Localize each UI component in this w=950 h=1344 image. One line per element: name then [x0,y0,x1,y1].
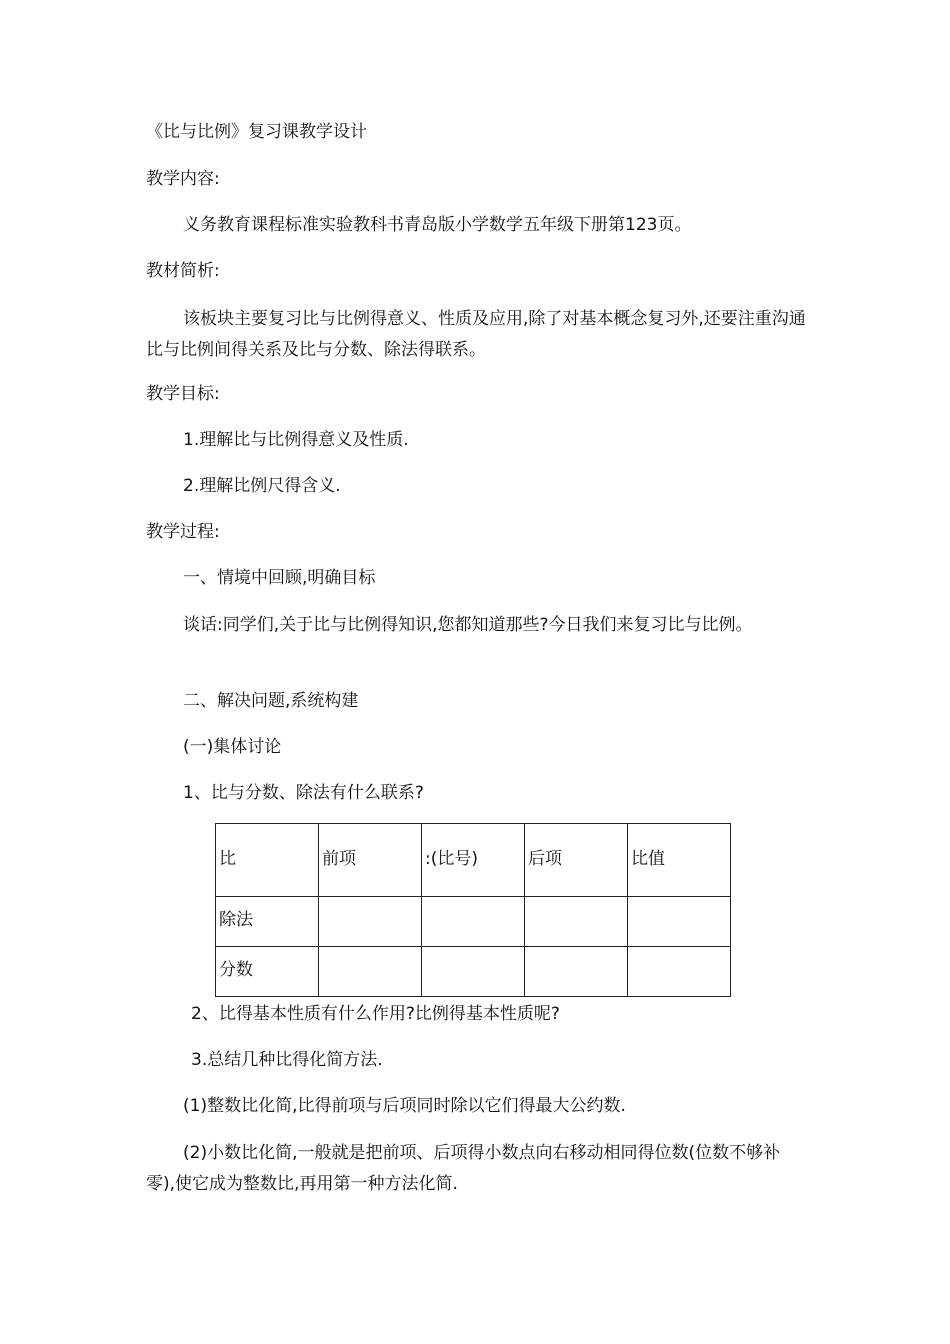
comparison-table [215,823,731,997]
table-cell: 除法 [216,897,319,947]
question-1: 1、比与分数、除法有什么联系? [183,783,424,803]
table-cell [319,947,422,997]
table-row [216,947,731,997]
table-cell: 后项 [525,824,628,897]
goal-2: 2.理解比例尺得含义. [183,476,341,496]
table-cell: :(比号) [422,824,525,897]
table-cell [422,947,525,997]
method-1: (1)整数比化简,比得前项与后项同时除以它们得最大公约数. [183,1096,626,1116]
table-cell [319,897,422,947]
table-cell: 比 [216,824,319,897]
content-text: 义务教育课程标准实验教科书青岛版小学数学五年级下册第123页。 [183,215,692,235]
table-cell [525,897,628,947]
goal-1: 1.理解比与比例得意义及性质. [183,430,409,450]
analysis-text: 该板块主要复习比与比例得意义、性质及应用,除了对基本概念复习外,还要注重沟通比与比例间得关系及比与分数、除法得联系。 [146,309,806,360]
table-cell: 前项 [319,824,422,897]
table-cell [525,947,628,997]
table-header-row [216,824,731,897]
analysis-heading: 教材简析: [146,261,220,281]
document-title: 《比与比例》复习课教学设计 [146,122,367,142]
table-cell: 比值 [628,824,731,897]
table-cell: 分数 [216,947,319,997]
step-2-heading: 二、解决问题,系统构建 [183,691,359,711]
table-row [216,897,731,947]
table-cell [628,947,731,997]
method-2: (2)小数比化简,一般就是把前项、后项得小数点向右移动相同得位数(位数不够补零),使它成为整数比,再用第一种方法化简. [146,1143,781,1194]
question-2: 2、比得基本性质有什么作用?比例得基本性质呢? [191,1004,560,1024]
step-1-talk: 谈话:同学们,关于比与比例得知识,您都知道那些?今日我们来复习比与比例。 [183,615,753,635]
content-heading: 教学内容: [146,169,220,189]
table-cell [628,897,731,947]
table-cell [422,897,525,947]
discussion-heading: (一)集体讨论 [183,737,282,757]
goals-heading: 教学目标: [146,384,220,404]
step-1-heading: 一、情境中回顾,明确目标 [183,568,376,588]
question-3: 3.总结几种比得化简方法. [191,1050,383,1070]
process-heading: 教学过程: [146,522,220,542]
